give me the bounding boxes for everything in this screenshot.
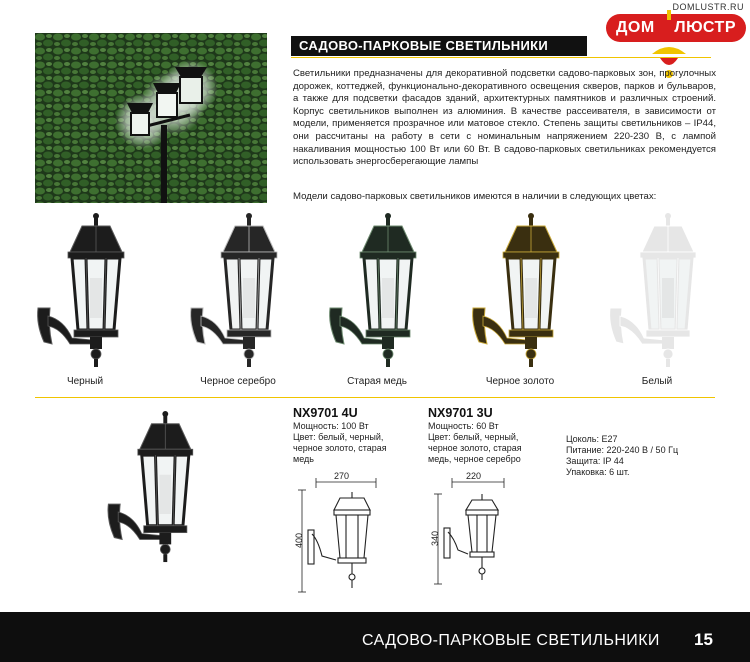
variant-label: Старая медь <box>347 376 407 387</box>
dimension-drawing-3u <box>424 468 524 592</box>
model-power: Мощность: 60 Вт <box>428 421 499 431</box>
lamp-outline-3u <box>444 494 498 580</box>
variant-old-copper <box>322 212 432 392</box>
spec-package: Упаковка: 6 шт. <box>566 467 630 477</box>
ivy-lamp-image <box>35 33 267 203</box>
height-value: 400 <box>294 532 304 548</box>
spec-protection: Защита: IP 44 <box>566 456 624 466</box>
model-nx9701-3u <box>428 406 522 465</box>
height-value: 340 <box>430 530 440 546</box>
color-variants <box>30 212 730 392</box>
lamp-old-copper-icon <box>322 212 432 370</box>
model-colors: черное золото, старая <box>428 443 522 453</box>
lamp-black-icon <box>30 212 140 370</box>
model-name: NX9701 3U <box>428 406 493 420</box>
footer-title: САДОВО-ПАРКОВЫЕ СВЕТИЛЬНИКИ <box>362 632 660 649</box>
variant-black-gold <box>465 212 575 392</box>
variant-label: Черный <box>66 376 104 387</box>
variant-black-silver <box>183 212 293 392</box>
logo-word-left: ДОМ <box>616 19 655 36</box>
lamp-large-icon <box>92 410 217 565</box>
variant-black <box>30 212 140 392</box>
section-divider <box>35 397 715 398</box>
lamp-black-gold-icon <box>465 212 575 370</box>
variant-label: Белый <box>641 376 673 387</box>
dimension-drawing-4u <box>288 470 398 598</box>
spec-list <box>566 434 678 478</box>
lamp-white-icon <box>602 212 712 370</box>
model-colors: Цвет: белый, черный, <box>293 432 384 442</box>
site-url[interactable]: DOMLUSTR.RU <box>672 2 744 12</box>
intro-paragraph: Светильники предназначены для декоративной подсветки садово-парковых зон, прогулочных дорожек, коттеджей, функционально-декоративного освещения скверов, парков и бульваров, а также для подсветки фасадов зданий, архитектурных памятников и различных строений. Корпус светильников выполнен из алюминия. В качестве рассеивателя, в зависимости от модели, применяется прозрачное или матовое стекло. Степень защиты светильников – IP44, они рассчитаны на работу в сети с номинальным напряжением 220-230 В, с лампой накаливания мощностью 100 Вт или 60 Вт. В садово-парковых светильниках рекомендуется использовать энергосберегающие лампы <box>293 68 716 168</box>
page-number: 15 <box>694 630 713 649</box>
colors-intro: Модели садово-парковых светильников имеются в наличии в следующих цветах: <box>293 191 657 202</box>
spec-socket: Цоколь: E27 <box>566 434 618 444</box>
model-colors: медь <box>293 454 314 464</box>
logo-word-right: ЛЮСТР <box>674 19 736 36</box>
model-colors: черное золото, старая <box>293 443 387 453</box>
spec-supply: Питание: 220-240 В / 50 Гц <box>566 445 679 455</box>
model-colors: медь, черное серебро <box>428 454 521 464</box>
variant-white <box>602 212 712 392</box>
width-value: 270 <box>334 471 350 481</box>
model-power: Мощность: 100 Вт <box>293 421 369 431</box>
variant-label: Черное золото <box>485 376 555 387</box>
model-nx9701-4u <box>293 406 387 465</box>
model-colors: Цвет: белый, черный, <box>428 432 519 442</box>
lamp-black-silver-icon <box>183 212 293 370</box>
lamp-outline-4u <box>308 492 370 588</box>
garden-lamp-photo <box>35 33 267 203</box>
variant-label: Черное серебро <box>200 376 276 387</box>
width-value: 220 <box>466 471 482 481</box>
model-name: NX9701 4U <box>293 406 358 420</box>
heading-underline <box>291 57 711 58</box>
section-heading: САДОВО-ПАРКОВЫЕ СВЕТИЛЬНИКИ <box>291 36 587 56</box>
